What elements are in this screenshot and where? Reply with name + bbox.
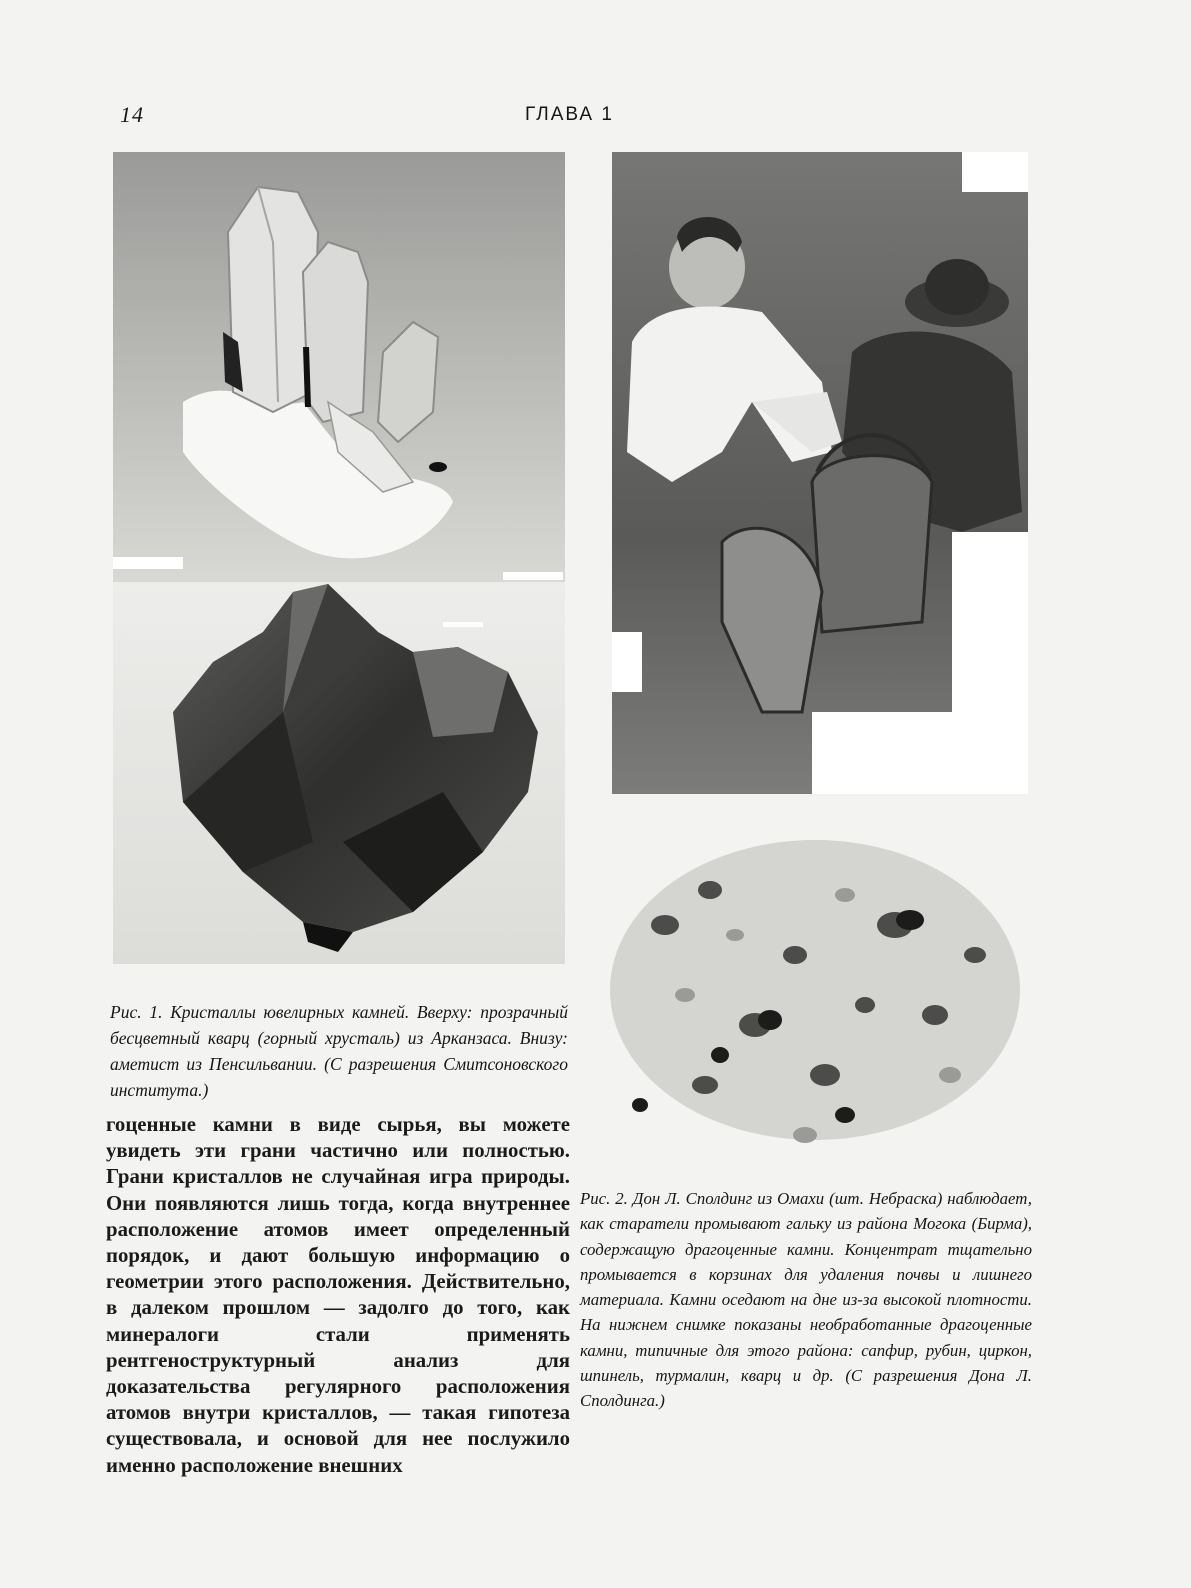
figure-2-caption: [580, 1186, 1032, 1414]
figure-2-label: Рис. 2.: [580, 1189, 628, 1208]
figure-2-top-photo: [612, 152, 1028, 794]
uncut-gemstones-pile: [610, 840, 1020, 1143]
figure-2-text: Дон Л. Сполдинг из Омахи (шт. Небраска) наблюдает, как старатели промывают гальку из района Могока (Бирма), содержащую драгоценные камни. Концентрат тщательно промывается в корзинах для удаления почвы и лишнего материала. Камни оседают на дне из-за высокой плотности. На нижнем снимке показаны необработанные драгоценные камни, типичные для этого района: сапфир, рубин, циркон, шпинель, турмалин, кварц и др. (С разрешения Дона Л. Сполдинга.): [580, 1189, 1032, 1411]
body-paragraph: гоценные камни в виде сырья, вы можете увидеть эти грани частично или полностью. Грани кристаллов не случайная игра природы. Они появляются лишь тогда, когда внутреннее расположение атомов имеет определенный порядок, и дают большую информацию о геометрии этого расположения. Действительно, в далеком прошлом — задолго до того, как минералоги стали применять рентгеноструктурный анализ для доказательства регулярного расположения атомов внутри кристаллов, — такая гипотеза существовала, и основой для нее послужило именно расположение внешних: [106, 1113, 570, 1477]
figure-1-label: Рис. 1.: [110, 1002, 163, 1022]
figure-1-text: Кристаллы ювелирных камней. Вверху: прозрачный бесцветный кварц (горный хрусталь) из Арканзаса. Внизу: аметист из Пенсильвании. (С разрешения Смитсоновского института.): [110, 1002, 568, 1100]
chapter-heading: ГЛАВА 1: [525, 104, 614, 125]
figure-2-bottom-photo: [605, 815, 1025, 1155]
page-number: 14: [120, 102, 144, 127]
figure-1-photo: [113, 152, 565, 964]
figure-1-caption: [110, 999, 568, 1103]
